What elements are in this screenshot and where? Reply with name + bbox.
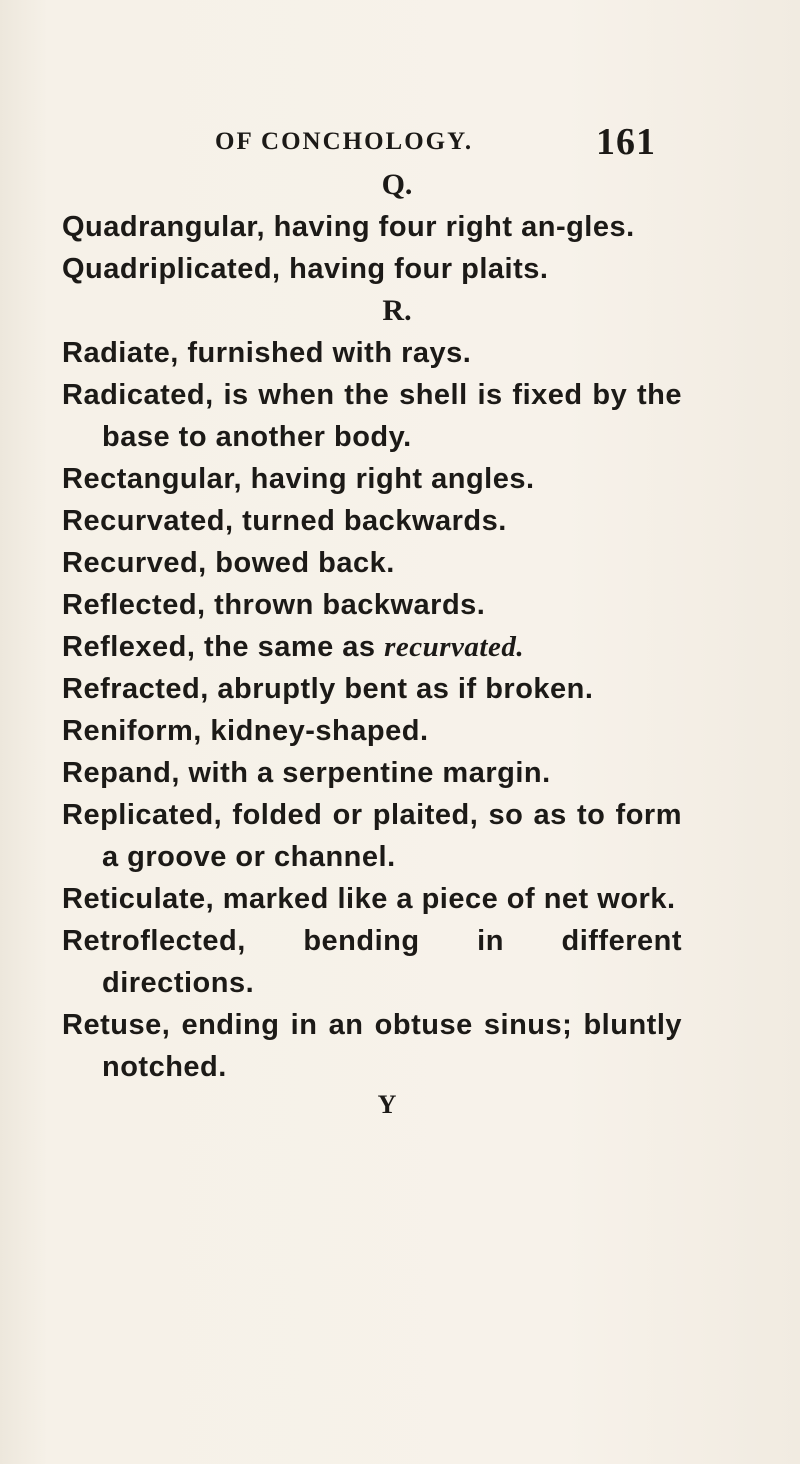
- entry-term: Refracted,: [62, 673, 209, 705]
- entry-definition: thrown backwards.: [205, 589, 486, 621]
- entry-term: Retuse,: [62, 1009, 171, 1041]
- glossary-entry: [62, 542, 682, 584]
- page-number: 161: [596, 121, 656, 163]
- entry-term: Reflected,: [62, 589, 206, 621]
- entry-definition: having right angles.: [242, 463, 535, 495]
- entry-definition: abruptly bent as if broken.: [208, 673, 594, 705]
- entry-term: Replicated,: [62, 799, 223, 831]
- glossary-entry: [62, 878, 682, 920]
- entry-definition: ending in an obtuse sinus; bluntly notched.: [102, 1009, 682, 1083]
- entry-italic-reference: recurvated.: [384, 631, 525, 663]
- entry-term: Radicated,: [62, 379, 214, 411]
- glossary-entry: [62, 710, 682, 752]
- entry-definition: marked like a piece of net work.: [214, 883, 676, 915]
- glossary-entry: [62, 1004, 682, 1088]
- running-head: [0, 118, 800, 168]
- entry-term: Recurved,: [62, 547, 207, 579]
- catchword: Y: [377, 1090, 397, 1119]
- entry-term: Repand,: [62, 757, 180, 789]
- glossary-entry: [62, 668, 682, 710]
- entry-term: Reflexed,: [62, 631, 196, 663]
- entry-term: Quadrangular,: [62, 211, 266, 243]
- entry-term: Quadriplicated,: [62, 253, 281, 285]
- entry-definition: the same as: [195, 631, 385, 663]
- glossary-entry: [62, 920, 682, 1004]
- glossary-entry: [62, 626, 682, 668]
- entry-definition: having four plaits.: [280, 253, 549, 285]
- entry-definition: with a serpentine margin.: [179, 757, 551, 789]
- glossary-entry: [62, 752, 682, 794]
- entry-term: Reticulate,: [62, 883, 215, 915]
- entry-definition: furnished with rays.: [178, 337, 472, 369]
- section-letter-q: Q.: [381, 168, 413, 201]
- entry-term: Radiate,: [62, 337, 179, 369]
- glossary-entry: [62, 248, 682, 290]
- glossary-content: [62, 164, 682, 1122]
- glossary-entry: [62, 206, 682, 248]
- entry-term: Rectangular,: [62, 463, 243, 495]
- entry-definition: bowed back.: [206, 547, 395, 579]
- glossary-entry: [62, 794, 682, 878]
- entry-definition: is when the shell is fixed by the base to another body.: [102, 379, 682, 453]
- section-letter-r: R.: [382, 294, 412, 327]
- glossary-entry: [62, 332, 682, 374]
- entry-term: Retroflected,: [62, 925, 246, 957]
- entry-definition: having four right an-gles.: [265, 211, 635, 243]
- entry-term: Reniform,: [62, 715, 202, 747]
- entry-definition: bending in different directions.: [102, 925, 682, 999]
- glossary-entry: [62, 500, 682, 542]
- glossary-entry: [62, 584, 682, 626]
- entry-term: Recurvated,: [62, 505, 234, 537]
- running-title: OF CONCHOLOGY.: [215, 128, 474, 155]
- entry-definition: kidney-shaped.: [201, 715, 429, 747]
- glossary-entry: [62, 374, 682, 458]
- glossary-entry: [62, 458, 682, 500]
- entry-definition: turned backwards.: [233, 505, 507, 537]
- entry-definition: folded or plaited, so as to form a groove or channel.: [102, 799, 682, 873]
